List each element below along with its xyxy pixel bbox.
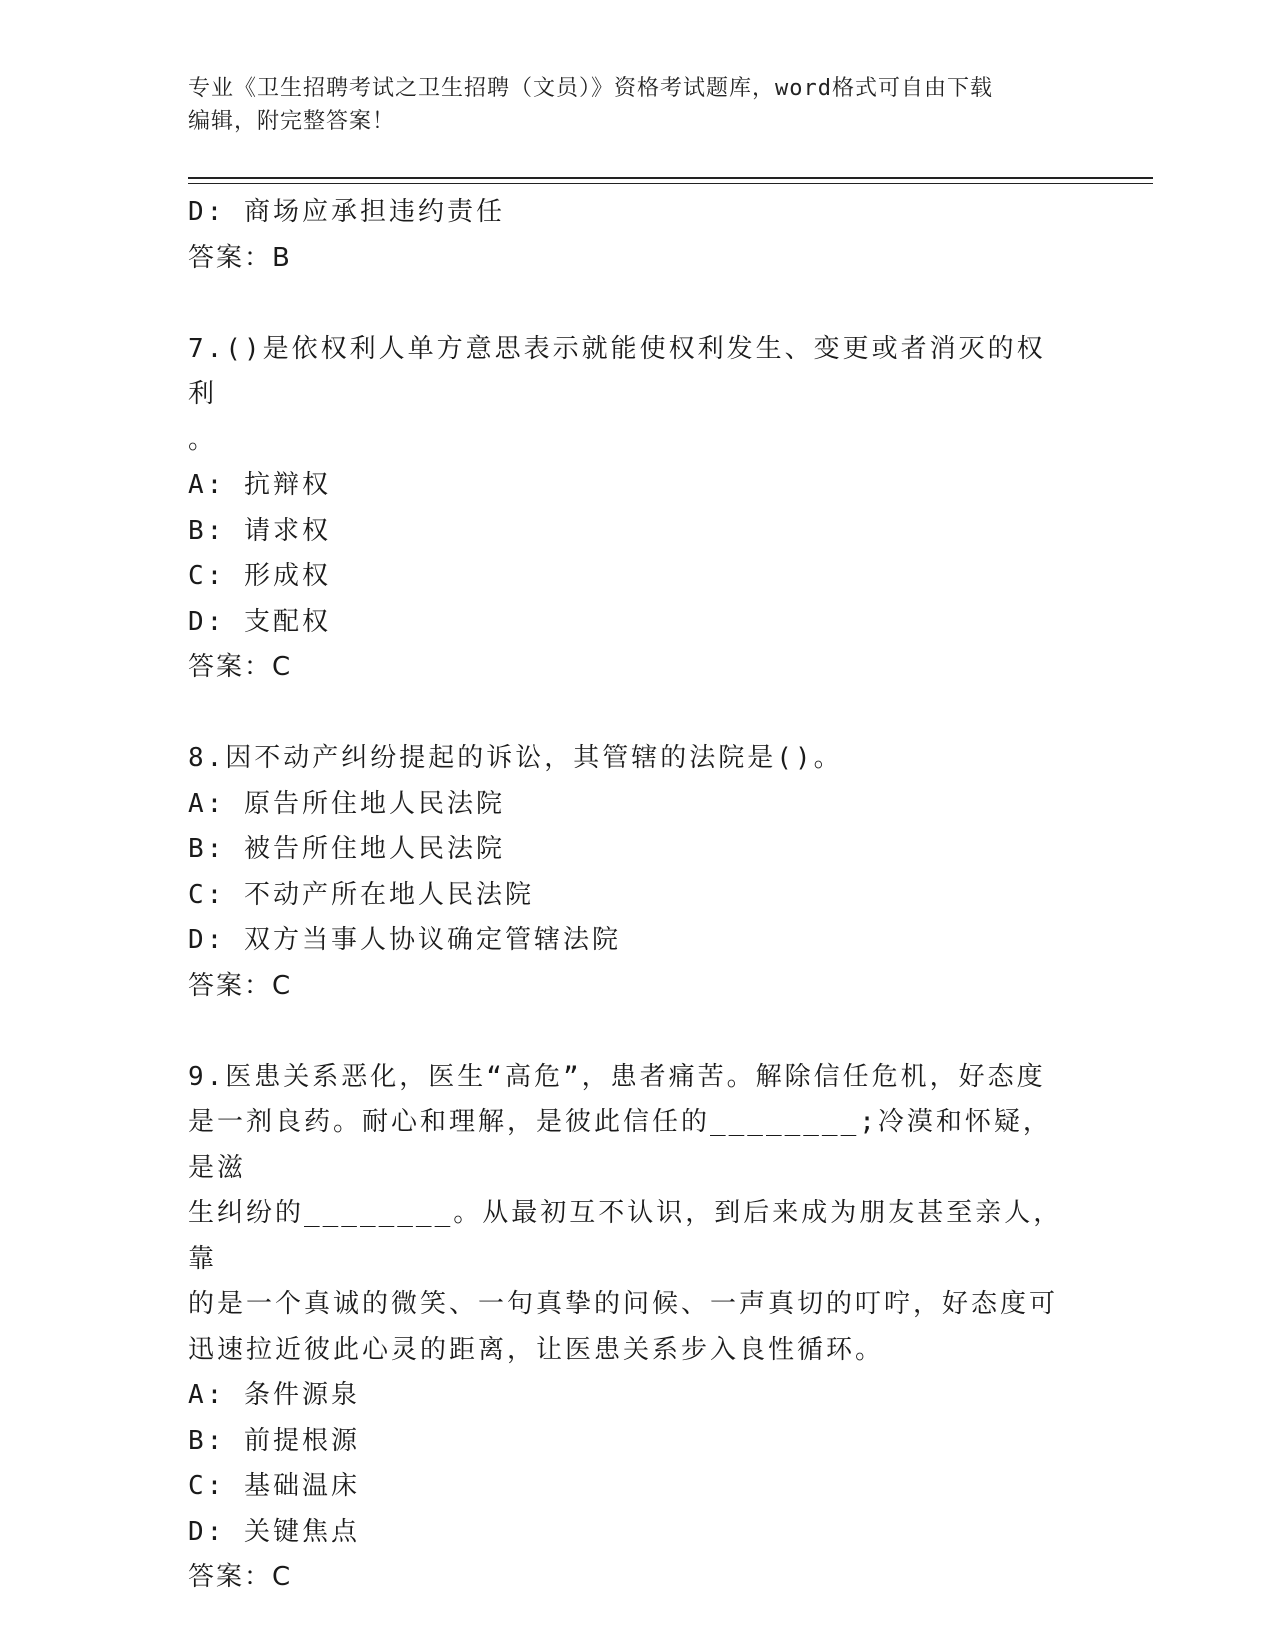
q9-option-c: C: 基础温床 <box>188 1471 360 1501</box>
document-header <box>188 72 1088 138</box>
header-line-2: 编辑，附完整答案！ <box>188 109 396 134</box>
q9-answer: 答案：C <box>188 1562 293 1592</box>
q9-option-d: D: 关键焦点 <box>188 1516 360 1547</box>
q7-option-a: A: 抗辩权 <box>188 470 331 500</box>
q9-stem-line-5: 迅速拉近彼此心灵的距离，让医患关系步入良性循环。 <box>188 1334 885 1365</box>
q9-stem-line-1: 9.医患关系恶化，医生“高危”，患者痛苦。解除信任危机，好态度 <box>188 1061 1046 1092</box>
q8-option-c: C: 不动产所在地人民法院 <box>188 879 534 910</box>
q8-option-b: B: 被告所住地人民法院 <box>188 834 505 864</box>
q9-stem-line-2: 是一剂良药。耐心和理解，是彼此信任的________;冷漠和怀疑，是滋 <box>188 1107 1052 1183</box>
q9-stem-line-4: 的是一个真诚的微笑、一句真挚的问候、一声真切的叮咛，好态度可 <box>188 1289 1059 1319</box>
q8-option-a: A: 原告所住地人民法院 <box>188 788 505 819</box>
spacer <box>188 691 1068 737</box>
prev-answer: 答案：B <box>188 242 292 273</box>
q9-option-a: A: 条件源泉 <box>188 1380 360 1410</box>
prev-option-d: D: 商场应承担违约责任 <box>188 197 505 227</box>
q7-stem-line-2: 。 <box>188 424 218 455</box>
q7-option-b: B: 请求权 <box>188 515 331 546</box>
q7-stem-line-1: 7.()是依权利人单方意思表示就能使权利发生、变更或者消灭的权利 <box>188 333 1046 409</box>
q7-option-d: D: 支配权 <box>188 606 331 637</box>
q8-stem: 8.因不动产纠纷提起的诉讼，其管辖的法院是()。 <box>188 743 843 773</box>
spacer <box>188 281 1068 327</box>
q7-option-c: C: 形成权 <box>188 561 331 591</box>
q7-answer: 答案：C <box>188 652 293 682</box>
spacer <box>188 1009 1068 1055</box>
header-line-1: 专业《卫生招聘考试之卫生招聘（文员）》资格考试题库，word格式可自由下载 <box>188 76 993 101</box>
header-rule-thick <box>188 177 1153 179</box>
q8-answer: 答案：C <box>188 970 293 1001</box>
header-rule-thin <box>188 183 1153 184</box>
q8-option-d: D: 双方当事人协议确定管辖法院 <box>188 925 621 955</box>
q9-option-b: B: 前提根源 <box>188 1425 360 1456</box>
question-body <box>188 190 1068 1601</box>
q9-stem-line-3: 生纠纷的________。从最初互不认识，到后来成为朋友甚至亲人，靠 <box>188 1198 1063 1274</box>
